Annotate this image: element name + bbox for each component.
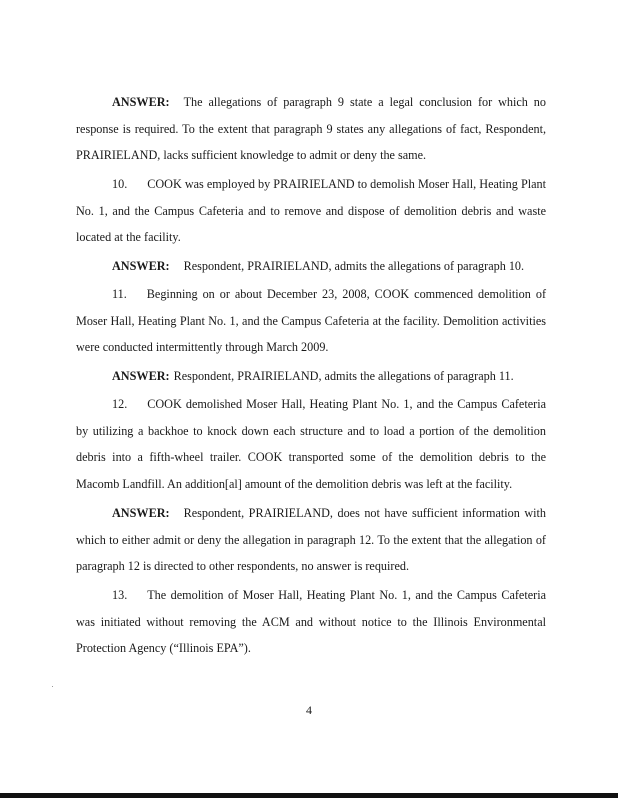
answer-text: Respondent, PRAIRIELAND, admits the allegations of paragraph 10. bbox=[183, 259, 525, 273]
allegation-paragraph-11 bbox=[76, 281, 546, 361]
answer-paragraph-10 bbox=[76, 253, 546, 280]
allegation-paragraph-12 bbox=[76, 391, 546, 497]
answer-text: The allegations of paragraph 9 state a legal conclusion for which no response is required. To the extent that paragraph 9 states any allegations of fact, Respondent, PRAIRIELAND, lacks sufficient knowledge to admit or deny the same. bbox=[76, 95, 546, 163]
page-number: 4 bbox=[306, 703, 312, 717]
paragraph-text: Beginning on or about December 23, 2008, COOK commenced demolition of Moser Hall, Heating Plant No. 1, and the Campus Cafeteria at the facility. Demolition activities were conducted intermittently through March 2009. bbox=[76, 287, 546, 355]
paragraph-number: 12. bbox=[112, 397, 128, 411]
answer-label: ANSWER: bbox=[112, 259, 170, 273]
paragraph-text: The demolition of Moser Hall, Heating Plant No. 1, and the Campus Cafeteria was initiated without removing the ACM and without notice to the Illinois Environmental Protection Agency (“Illinois EPA”). bbox=[76, 588, 546, 656]
answer-text: Respondent, PRAIRIELAND, admits the allegations of paragraph 11. bbox=[173, 369, 514, 383]
allegation-paragraph-10 bbox=[76, 171, 546, 251]
answer-label: ANSWER: bbox=[112, 506, 170, 520]
answer-label: ANSWER: bbox=[112, 95, 170, 109]
paragraph-text: COOK demolished Moser Hall, Heating Plant No. 1, and the Campus Cafeteria by utilizing a backhoe to knock down each structure and to load a portion of the demolition debris into a fifth-wheel trailer. COOK transported some of the demolition debris to the Macomb Landfill. An addition[al] amount of the demolition debris was left at the facility. bbox=[76, 397, 546, 491]
answer-paragraph-11 bbox=[76, 363, 546, 390]
answer-paragraph-12 bbox=[76, 500, 546, 580]
answer-text: Respondent, PRAIRIELAND, does not have sufficient information with which to either admit or deny the allegation in paragraph 12. To the extent that the allegation of paragraph 12 is directed to other respondents, no answer is required. bbox=[76, 506, 546, 574]
allegation-paragraph-13 bbox=[76, 582, 546, 662]
answer-paragraph-9 bbox=[76, 89, 546, 169]
answer-label: ANSWER: bbox=[112, 369, 170, 383]
scan-speck bbox=[52, 686, 53, 687]
paragraph-number: 13. bbox=[112, 588, 128, 602]
paragraph-number: 10. bbox=[112, 177, 128, 191]
paragraph-number: 11. bbox=[112, 287, 127, 301]
scan-bottom-edge bbox=[0, 793, 618, 798]
paragraph-text: COOK was employed by PRAIRIELAND to demolish Moser Hall, Heating Plant No. 1, and the Campus Cafeteria and to remove and dispose of demolition debris and waste located at the facility. bbox=[76, 177, 546, 245]
